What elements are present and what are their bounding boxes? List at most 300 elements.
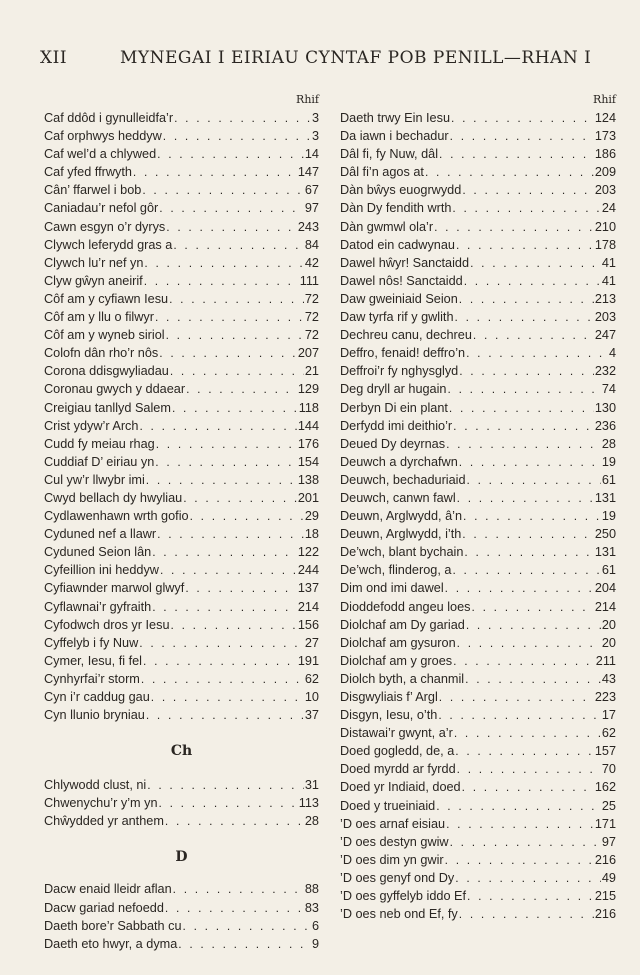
entry-list [340, 109, 616, 923]
hymn-number: 111 [299, 273, 319, 288]
entry-first-words: Daeth bore’r Sabbath cu [44, 918, 182, 933]
dot-leader [462, 525, 594, 543]
dot-leader [144, 272, 299, 290]
entry-first-words: Cân’ ffarwel i bob [44, 183, 142, 198]
index-entry [340, 290, 616, 308]
dot-leader [172, 399, 298, 417]
dot-leader [151, 688, 304, 706]
hymn-number: 70 [601, 762, 616, 777]
hymn-number: 9 [311, 936, 319, 951]
hymn-number: 156 [297, 617, 319, 632]
entry-first-words: Disgyn, Iesu, o’th [340, 708, 438, 723]
hymn-number: 97 [601, 834, 616, 849]
entry-first-words: ’D oes neb ond Ef, fy [340, 907, 458, 922]
hymn-number: 154 [297, 454, 319, 469]
index-entry [340, 652, 616, 670]
column-label: Rhif [296, 93, 319, 106]
entry-first-words: Crist ydyw’r Arch [44, 418, 139, 433]
dot-leader [446, 815, 594, 833]
index-entry [44, 254, 319, 272]
index-entry [340, 236, 616, 254]
index-entry [44, 543, 319, 561]
index-entry [44, 471, 319, 489]
dot-leader [173, 880, 304, 898]
hymn-number: 20 [601, 617, 616, 632]
index-entry [340, 435, 616, 453]
dot-leader [143, 652, 297, 670]
index-entry [340, 489, 616, 507]
hymn-number: 201 [297, 490, 319, 505]
entry-first-words: Cyfodwch dros yr Iesu [44, 617, 170, 632]
entry-first-words: Doed y trueiniaid [340, 798, 436, 813]
entry-first-words: Caf yfed ffrwyth [44, 165, 132, 180]
index-entry [340, 616, 616, 634]
hymn-number: 144 [297, 418, 319, 433]
hymn-number: 88 [304, 882, 319, 897]
entry-first-words: ’D oes destyn gwiw [340, 834, 449, 849]
dot-leader [452, 199, 600, 217]
index-entry [44, 507, 319, 525]
dot-leader [144, 254, 303, 272]
index-entry [44, 776, 319, 794]
dot-leader [139, 417, 296, 435]
entry-first-words: Dacw gariad nefoedd [44, 900, 164, 915]
dot-leader [450, 833, 601, 851]
hymn-number: 178 [594, 237, 616, 252]
hymn-number: 216 [594, 907, 616, 922]
hymn-number: 25 [601, 798, 616, 813]
entry-first-words: Corona ddisgwyliadau [44, 364, 169, 379]
entry-first-words: Cudd fy meiau rhag [44, 436, 155, 451]
index-entry [44, 525, 319, 543]
dot-leader [159, 344, 297, 362]
entry-first-words: Dechreu canu, dechreu [340, 328, 472, 343]
index-entry [44, 453, 319, 471]
dot-leader [157, 525, 304, 543]
hymn-number: 18 [304, 527, 319, 542]
entry-first-words: Clyw gŵyn aneirif [44, 273, 143, 288]
hymn-number: 131 [594, 490, 616, 505]
entry-first-words: Deuwch, bechaduriaid [340, 472, 466, 487]
entry-first-words: Deffroi’r fy nghysglyd [340, 364, 459, 379]
hymn-number: 42 [304, 255, 319, 270]
entry-first-words: Cymer, Iesu, fi fel [44, 653, 143, 668]
hymn-number: 122 [297, 545, 319, 560]
hymn-number: 186 [594, 147, 616, 162]
hymn-number: 17 [601, 708, 616, 723]
entry-first-words: Côf am y cyfiawn Iesu [44, 291, 169, 306]
hymn-number: 191 [297, 653, 319, 668]
entry-first-words: Derbyn Di ein plant [340, 400, 448, 415]
hymn-number: 216 [594, 852, 616, 867]
dot-leader [457, 634, 601, 652]
entry-first-words: Cyn llunio bryniau [44, 708, 145, 723]
hymn-number: 247 [594, 328, 616, 343]
index-entry [340, 272, 616, 290]
entry-first-words: Dâl fi, fy Nuw, dâl [340, 147, 439, 162]
index-entry [44, 706, 319, 724]
hymn-number: 113 [298, 796, 319, 811]
hymn-number: 37 [304, 708, 319, 723]
entry-first-words: Disgwyliais f’ Argl [340, 690, 438, 704]
index-entry [44, 880, 319, 898]
index-entry [340, 579, 616, 597]
dot-leader [466, 616, 601, 634]
hymn-number: 24 [601, 201, 616, 216]
index-entry [340, 742, 616, 760]
entry-first-words: Caf wel’d a chlywed [44, 147, 157, 162]
hymn-number: 138 [297, 472, 319, 487]
index-entry [44, 326, 319, 344]
index-entry [340, 543, 616, 561]
dot-leader [185, 579, 297, 597]
dot-leader [146, 706, 304, 724]
entry-first-words: Cyfiawnder marwol glwyf [44, 581, 185, 596]
hymn-number: 28 [601, 436, 616, 451]
entry-first-words: Distawai’r gwynt, a’r [340, 726, 453, 741]
entry-first-words: Cuddiaf D’ eiriau yn [44, 454, 155, 469]
dot-leader [165, 812, 304, 830]
entry-first-words: Deuwch, canwn fawl [340, 490, 456, 505]
entry-first-words: Dawel nôs! Sanctaidd [340, 273, 463, 288]
dot-leader [183, 917, 311, 935]
dot-leader [463, 507, 601, 525]
index-entry [340, 706, 616, 724]
hymn-number: 250 [594, 527, 616, 542]
dot-leader [155, 308, 304, 326]
dot-leader [439, 145, 594, 163]
index-entry [340, 218, 616, 236]
entry-first-words: Diolchaf am gysuron [340, 635, 456, 650]
index-entry [340, 199, 616, 217]
index-entry [340, 598, 616, 616]
entry-first-words: Derfydd imi deithio’r [340, 418, 453, 433]
hymn-number: 214 [297, 599, 319, 614]
index-entry [340, 326, 616, 344]
dot-leader [466, 344, 608, 362]
page-number: XII [40, 48, 68, 68]
hymn-number: 74 [601, 382, 616, 397]
index-entry [44, 290, 319, 308]
entry-first-words: De’wch, blant bychain [340, 545, 464, 560]
entry-first-words: Cyffelyb i fy Nuw [44, 635, 139, 650]
hymn-number: 83 [304, 900, 319, 915]
page-title: MYNEGAI I EIRIAU CYNTAF POB PENILL—RHAN I [120, 48, 592, 68]
index-entry [340, 851, 616, 869]
index-entry [44, 109, 319, 127]
dot-leader [465, 670, 601, 688]
hymn-number: 3 [311, 129, 319, 144]
dot-leader [160, 561, 297, 579]
entry-first-words: Caf orphwys heddyw [44, 129, 162, 144]
index-entry [340, 869, 616, 887]
dot-leader [462, 181, 594, 199]
index-entry [340, 561, 616, 579]
entry-first-words: Côf am y llu o filwyr [44, 310, 154, 325]
index-entry [44, 917, 319, 935]
index-entry [44, 163, 319, 181]
dot-leader [453, 417, 594, 435]
index-entry [340, 145, 616, 163]
dot-leader [470, 254, 601, 272]
index-entry [340, 688, 616, 706]
index-entry [340, 453, 616, 471]
hymn-number: 31 [304, 778, 319, 793]
hymn-number: 244 [297, 563, 319, 578]
entry-first-words: Doed gogledd, de, a [340, 744, 455, 759]
dot-leader [454, 724, 601, 742]
hymn-number: 171 [594, 816, 616, 831]
hymn-number: 41 [601, 255, 616, 270]
dot-leader [139, 634, 304, 652]
dot-leader [455, 308, 594, 326]
hymn-number: 147 [297, 165, 319, 180]
hymn-number: 43 [601, 671, 616, 686]
index-entry [44, 579, 319, 597]
dot-leader [451, 109, 594, 127]
dot-leader [174, 109, 311, 127]
index-entry [340, 778, 616, 796]
entry-first-words: Diolch byth, a chanmil [340, 671, 465, 686]
dot-leader [178, 935, 311, 953]
dot-leader [173, 236, 304, 254]
dot-leader [166, 218, 297, 236]
index-entry [44, 688, 319, 706]
dot-leader [147, 776, 304, 794]
entry-first-words: ’D oes gyffelyb iddo Ef [340, 889, 467, 904]
index-entry [340, 815, 616, 833]
index-entry [340, 471, 616, 489]
hymn-number: 207 [297, 346, 319, 361]
dot-leader [459, 453, 601, 471]
entry-first-words: Datod ein cadwynau [340, 237, 455, 252]
entry-first-words: Deffro, fenaid! deffro’n [340, 346, 466, 361]
dot-leader [169, 290, 304, 308]
hymn-number: 72 [304, 291, 319, 306]
index-entry [44, 670, 319, 688]
index-entry [44, 362, 319, 380]
hymn-number: 211 [595, 653, 616, 668]
dot-leader [445, 579, 594, 597]
dot-leader [472, 598, 594, 616]
right-column [340, 93, 616, 923]
hymn-number: 137 [297, 581, 319, 596]
entry-first-words: De’wch, flinderog, a [340, 563, 452, 578]
hymn-number: 210 [594, 219, 616, 234]
hymn-number: 3 [311, 111, 319, 125]
dot-leader [142, 181, 304, 199]
hymn-number: 243 [297, 219, 319, 234]
index-entry [340, 399, 616, 417]
entry-first-words: Doed yr Indiaid, doed [340, 780, 461, 795]
index-entry [44, 127, 319, 145]
index-entry [44, 812, 319, 830]
dot-leader [449, 399, 594, 417]
hymn-number: 214 [594, 599, 616, 614]
hymn-number: 19 [601, 454, 616, 469]
entry-list [44, 109, 319, 724]
dot-leader [464, 272, 601, 290]
hymn-number: 223 [594, 690, 616, 704]
hymn-number: 62 [601, 726, 616, 741]
page-header [40, 48, 610, 68]
left-column [44, 93, 319, 953]
entry-first-words: Clywch leferydd gras a [44, 237, 173, 252]
dot-leader [170, 362, 304, 380]
section-title-d: D [175, 849, 188, 866]
dot-leader [446, 435, 601, 453]
dot-leader [453, 652, 595, 670]
index-entry [44, 561, 319, 579]
entry-first-words: Cwyd bellach dy hwyliau [44, 490, 183, 505]
index-entry [44, 380, 319, 398]
index-entry [44, 218, 319, 236]
index-entry [44, 344, 319, 362]
entry-first-words: Clywch lu’r nef yn [44, 255, 144, 270]
index-entry [44, 181, 319, 199]
dot-leader [462, 778, 594, 796]
dot-leader [467, 887, 594, 905]
index-entry [340, 344, 616, 362]
entry-first-words: Dàn bŵys euogrwydd [340, 183, 462, 198]
hymn-number: 162 [594, 780, 616, 795]
hymn-number: 157 [594, 744, 616, 759]
entry-first-words: ’D oes arnaf eisiau [340, 816, 446, 831]
hymn-number: 118 [298, 400, 319, 415]
dot-leader [157, 145, 304, 163]
index-entry [340, 887, 616, 905]
dot-leader [450, 127, 594, 145]
index-entry [340, 181, 616, 199]
dot-leader [133, 163, 297, 181]
hymn-number: 236 [594, 418, 616, 433]
hymn-number: 62 [304, 671, 319, 686]
entry-list-ch [44, 776, 319, 830]
entry-first-words: Cawn esgyn o’r dyrys [44, 219, 166, 234]
hymn-number: 29 [304, 509, 319, 524]
index-entry [340, 797, 616, 815]
index-entry [44, 435, 319, 453]
index-entry [44, 616, 319, 634]
dot-leader [467, 471, 601, 489]
entry-first-words: Dàn Dy fendith wrth [340, 201, 452, 216]
hymn-number: 10 [304, 690, 319, 704]
index-entry [340, 163, 616, 181]
dot-leader [439, 688, 594, 706]
hymn-number: 84 [304, 237, 319, 252]
entry-first-words: Daw tyrfa rif y gwlith [340, 310, 454, 325]
index-entry [44, 399, 319, 417]
hymn-number: 203 [594, 183, 616, 198]
dot-leader [473, 326, 594, 344]
hymn-number: 209 [594, 165, 616, 180]
index-entry [340, 760, 616, 778]
hymn-number: 61 [601, 472, 616, 487]
entry-first-words: ’D oes dim yn gwir [340, 852, 444, 867]
entry-first-words: Daeth trwy Ein Iesu [340, 111, 451, 125]
index-entry [44, 935, 319, 953]
index-entry [340, 724, 616, 742]
dot-leader [448, 380, 601, 398]
dot-leader [455, 869, 601, 887]
entry-first-words: Deuwch a dyrchafwn [340, 454, 458, 469]
hymn-number: 21 [304, 364, 319, 379]
entry-first-words: Creigiau tanllyd Salem [44, 400, 171, 415]
index-entry [44, 652, 319, 670]
hymn-number: 173 [594, 129, 616, 144]
entry-first-words: Cyduned nef a llawr [44, 527, 157, 542]
index-entry [44, 794, 319, 812]
index-entry [44, 417, 319, 435]
hymn-number: 20 [601, 635, 616, 650]
entry-first-words: Diolchaf am Dy gariad [340, 617, 465, 632]
entry-first-words: Deuwn, Arglwydd, â’n [340, 509, 463, 524]
dot-leader [464, 543, 593, 561]
hymn-number: 61 [601, 563, 616, 578]
entry-first-words: Chwenychu’r y’m yn [44, 796, 158, 811]
dot-leader [152, 598, 297, 616]
hymn-number: 131 [594, 545, 616, 560]
entry-first-words: Da iawn i bechadur [340, 129, 449, 144]
hymn-number: 213 [594, 291, 616, 306]
hymn-number: 67 [304, 183, 319, 198]
hymn-number: 27 [304, 635, 319, 650]
index-entry [44, 308, 319, 326]
hymn-number: 41 [601, 273, 616, 288]
index-entry [340, 833, 616, 851]
entry-first-words: Dàn gwmwl ola’r [340, 219, 434, 234]
hymn-number: 130 [594, 400, 616, 415]
dot-leader [171, 616, 297, 634]
index-entry [44, 236, 319, 254]
dot-leader [163, 127, 311, 145]
index-entry [340, 634, 616, 652]
hymn-number: 72 [304, 310, 319, 325]
entry-first-words: Cyduned Seion lân [44, 545, 152, 560]
index-entry [44, 489, 319, 507]
entry-first-words: Deg dryll ar hugain [340, 382, 447, 397]
index-entry [44, 634, 319, 652]
entry-first-words: Deued Dy deyrnas [340, 436, 446, 451]
entry-first-words: Dacw enaid lleidr aflan [44, 882, 172, 897]
dot-leader [425, 163, 594, 181]
hymn-number: 203 [594, 310, 616, 325]
dot-leader [159, 794, 298, 812]
dot-leader [456, 236, 594, 254]
entry-first-words: Chŵydded yr anthem [44, 814, 164, 829]
hymn-number: 124 [594, 111, 616, 125]
index-entry [340, 905, 616, 923]
hymn-number: 232 [594, 364, 616, 379]
dot-leader [190, 507, 304, 525]
dot-leader [457, 489, 594, 507]
dot-leader [186, 380, 297, 398]
entry-first-words: Daw gweiniaid Seion [340, 291, 458, 306]
dot-leader [459, 290, 594, 308]
dot-leader [152, 543, 297, 561]
dot-leader [438, 706, 601, 724]
index-entry [340, 670, 616, 688]
dot-leader [455, 742, 594, 760]
entry-first-words: Diolchaf am y groes [340, 653, 453, 668]
entry-first-words: Deuwn, Arglwydd, i’th [340, 527, 462, 542]
entry-first-words: Dâl fi’n agos at [340, 165, 424, 180]
entry-first-words: Daeth eto hwyr, a dyma [44, 936, 178, 951]
entry-first-words: Caf ddôd i gynulleidfa’r [44, 111, 174, 125]
index-entry [340, 525, 616, 543]
hymn-number: 204 [594, 581, 616, 596]
hymn-number: 49 [601, 870, 616, 885]
